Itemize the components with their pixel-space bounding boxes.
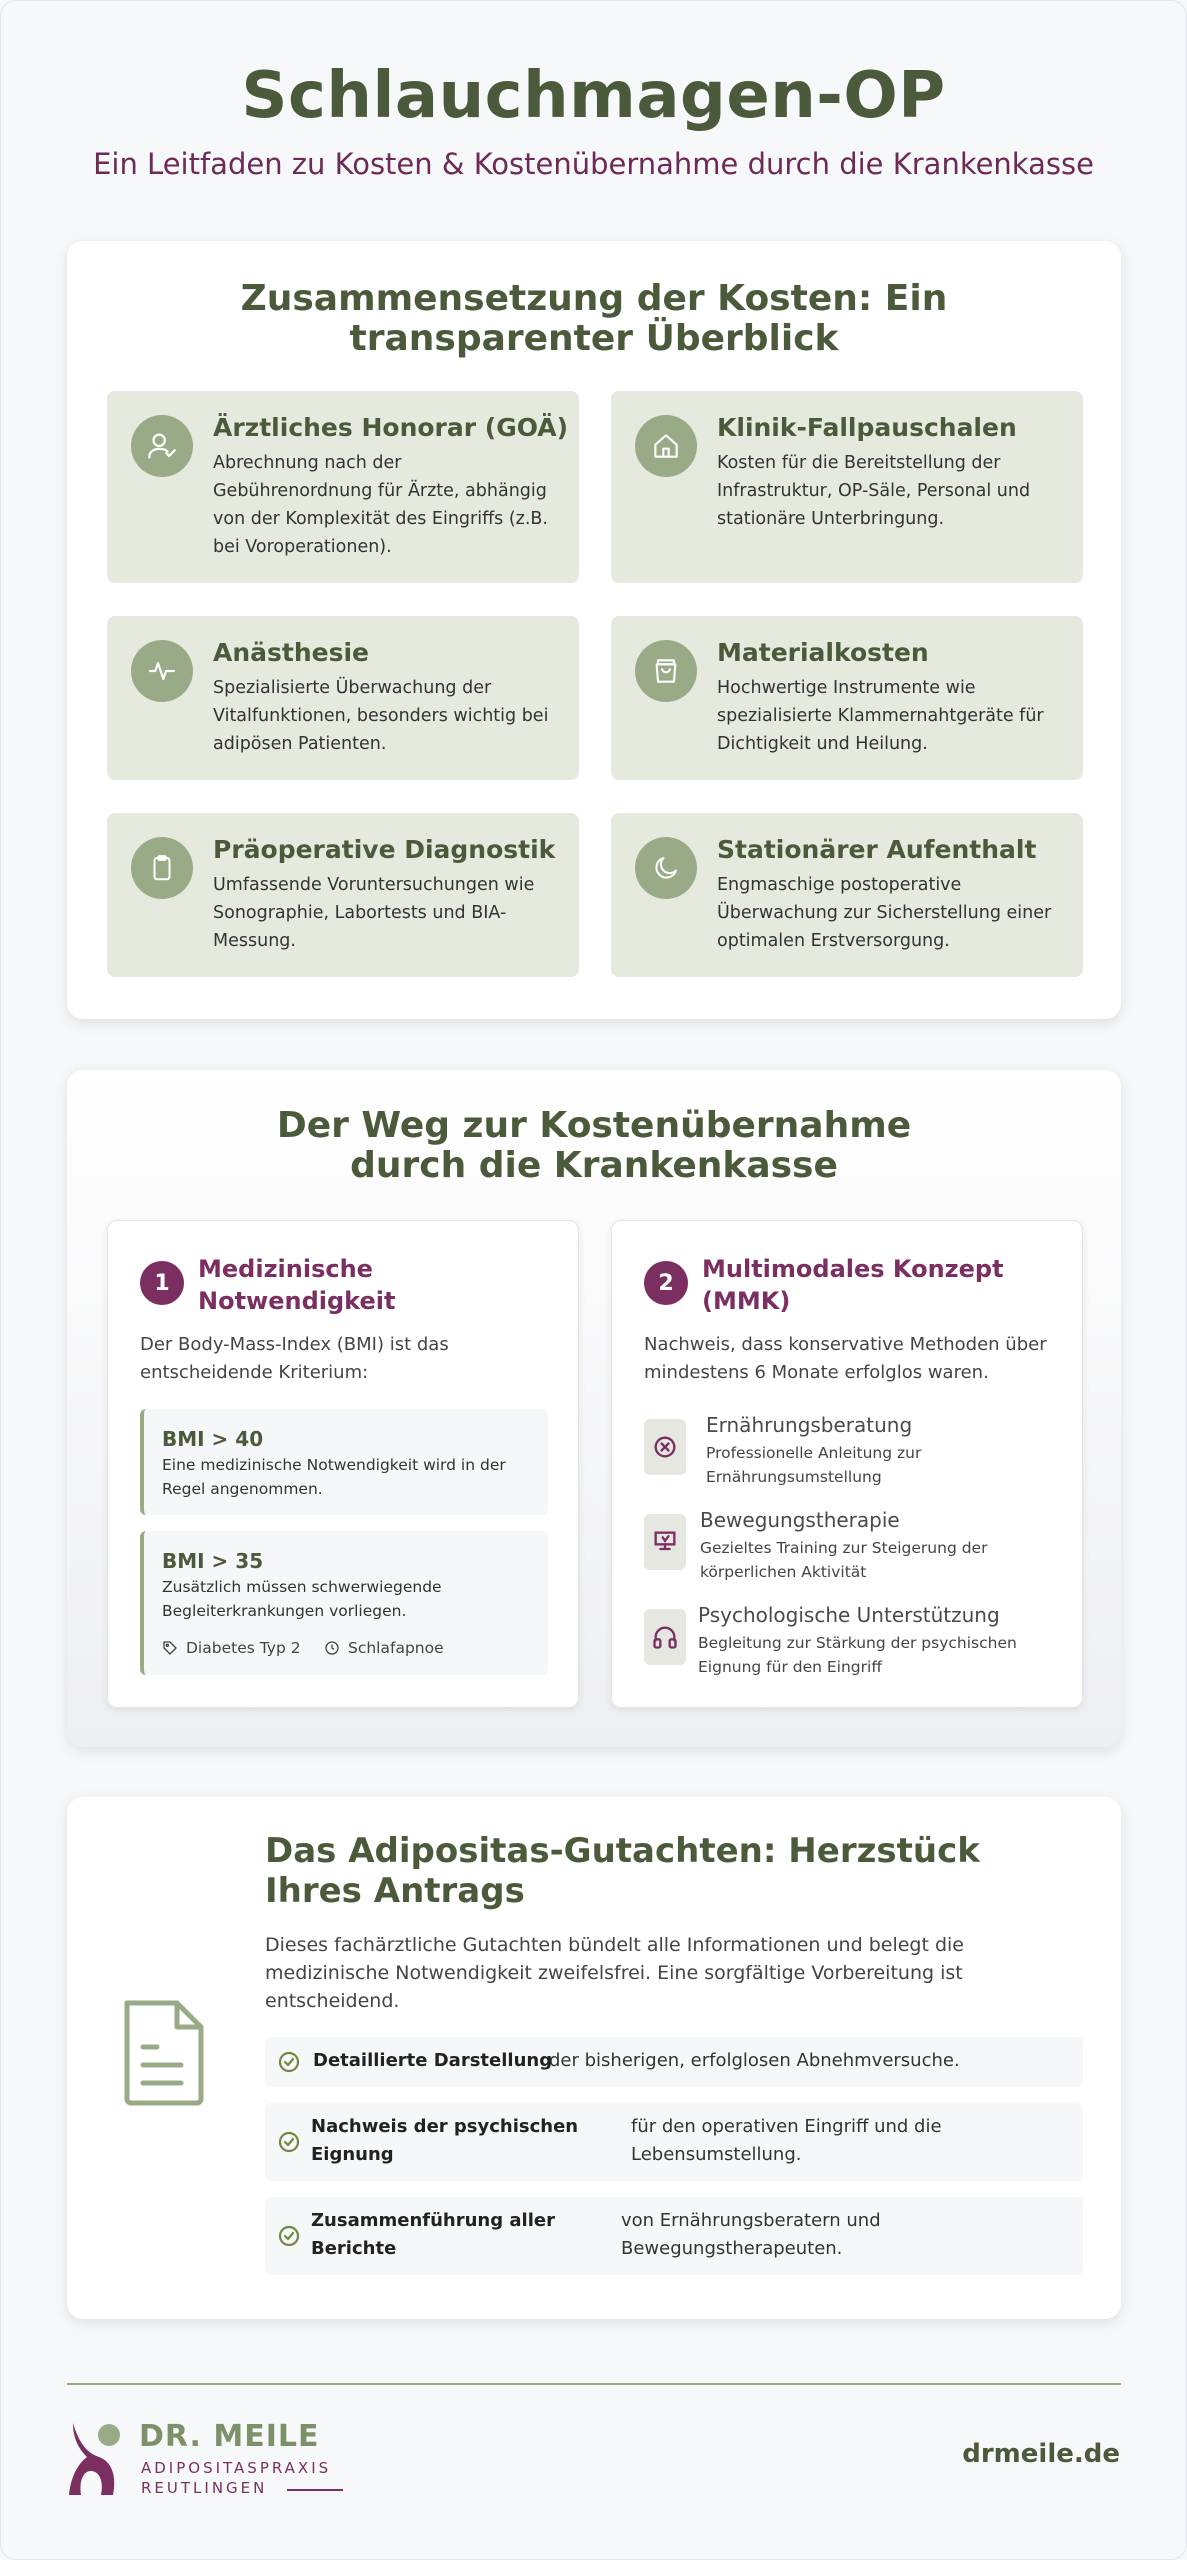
coverage-path-title: Der Weg zur Kostenübernahme durch die Krankenkasse	[276, 1105, 912, 1186]
bmi-desc: Eine medizinische Notwendigkeit wird in der Regel angenommen.	[162, 1456, 506, 1498]
pulse-icon	[131, 640, 193, 702]
footer-divider	[67, 2383, 1121, 2385]
cost-item-material	[611, 616, 1083, 780]
logo-city: REUTLINGEN	[141, 2479, 268, 2497]
tag-label: Diabetes Typ 2	[186, 1639, 301, 1657]
cost-breakdown-title: Zusammensetzung der Kosten: Ein transparenter Überblick	[240, 278, 948, 359]
step-title-line: Medizinische	[198, 1255, 373, 1283]
mmk-item-exercise	[644, 1508, 1062, 1581]
bag-icon	[635, 640, 697, 702]
step-number: 2	[644, 1261, 688, 1305]
step-title	[198, 1253, 395, 1317]
cost-item-aufenthalt	[611, 813, 1083, 977]
mmk-title: Ernährungsberatung	[706, 1413, 913, 1437]
tag-schlafapnoe	[324, 1639, 444, 1657]
mmk-title: Psychologische Unterstützung	[698, 1603, 1000, 1627]
cost-item-desc: Spezialisierte Überwachung der Vitalfunktionen, besonders wichtig bei adipösen Patienten.	[213, 678, 549, 754]
bmi-desc: Zusätzlich müssen schwerwiegende Begleiterkrankungen vorliegen.	[162, 1578, 442, 1620]
step-desc: Der Body-Mass-Index (BMI) ist das entscheidende Kriterium:	[140, 1334, 449, 1383]
cost-item-klinik	[611, 391, 1083, 583]
bmi-title: BMI > 40	[162, 1427, 264, 1451]
bmi-title: BMI > 35	[162, 1549, 264, 1573]
logo-figure-icon	[67, 2417, 133, 2499]
clock-icon	[324, 1640, 340, 1656]
report-card	[67, 1797, 1121, 2319]
document-icon	[119, 1997, 209, 2111]
nutrition-icon	[644, 1419, 686, 1475]
check-bold: Nachweis der psychischen Eignung	[311, 2116, 579, 2165]
cost-breakdown-card	[67, 241, 1121, 1019]
check-text: für den operativen Eingriff und die Lebensumstellung.	[631, 2116, 942, 2165]
cost-item-title: Ärztliches Honorar (GOÄ)	[213, 413, 569, 442]
check-circle-icon	[277, 2130, 301, 2154]
check-item	[265, 2197, 1083, 2275]
cost-item-title: Stationärer Aufenthalt	[717, 835, 1037, 864]
cost-item-desc: Hochwertige Instrumente wie spezialisierte Klammernahtgeräte für Dichtigkeit und Heilung.	[717, 678, 1044, 754]
cost-item-desc: Umfassende Voruntersuchungen wie Sonographie, Labortests und BIA-Messung.	[213, 875, 535, 951]
tag-diabetes	[162, 1639, 301, 1657]
check-circle-icon	[277, 2050, 301, 2074]
check-circle-icon	[277, 2224, 301, 2248]
check-item	[265, 2037, 1083, 2087]
report-title: Das Adipositas-Gutachten: Herzstück Ihres Antrags	[265, 1831, 980, 1911]
bmi-35-box	[140, 1531, 548, 1675]
cost-item-title: Anästhesie	[213, 638, 370, 667]
step-title-line: Notwendigkeit	[198, 1287, 396, 1315]
exercise-icon	[644, 1514, 686, 1570]
mmk-desc: Begleitung zur Stärkung der psychischen Eignung für den Eingriff	[698, 1634, 1017, 1676]
cost-item-anaesthesie	[107, 616, 579, 780]
step-number: 1	[140, 1261, 184, 1305]
bmi-40-box	[140, 1409, 548, 1515]
cost-item-diagnostik	[107, 813, 579, 977]
step-title	[702, 1253, 1004, 1317]
check-text: von Ernährungsberatern und Bewegungstherapeuten.	[621, 2210, 881, 2259]
check-bold: Zusammenführung aller Berichte	[311, 2210, 555, 2259]
website-link[interactable]: drmeile.de	[962, 2439, 1120, 2469]
home-icon	[635, 415, 697, 477]
mmk-item-nutrition	[644, 1413, 1062, 1486]
cost-item-desc: Engmaschige postoperative Überwachung zur Sicherstellung einer optimalen Erstversorgung.	[717, 875, 1052, 951]
mmk-item-psychology	[644, 1603, 1062, 1676]
cost-item-honorar	[107, 391, 579, 583]
mmk-desc: Gezieltes Training zur Steigerung der körperlichen Aktivität	[700, 1539, 988, 1581]
cost-item-title: Klinik-Fallpauschalen	[717, 413, 1017, 442]
cost-item-desc: Kosten für die Bereitstellung der Infrastruktur, OP-Säle, Personal und stationäre Unterbringung.	[717, 453, 1031, 529]
page-header	[1, 1, 1186, 181]
logo-subline: ADIPOSITASPRAXIS	[141, 2459, 332, 2477]
cost-item-title: Präoperative Diagnostik	[213, 835, 556, 864]
moon-icon	[635, 837, 697, 899]
check-item	[265, 2103, 1083, 2181]
doctor-icon	[131, 415, 193, 477]
coverage-path-card	[67, 1070, 1121, 1747]
cost-item-desc: Abrechnung nach der Gebührenordnung für Ärzte, abhängig von der Komplexität des Eingriffs (z.B. bei Voroperationen).	[213, 453, 548, 557]
mmk-title: Bewegungstherapie	[700, 1508, 900, 1532]
headphones-icon	[644, 1609, 686, 1665]
step-mmk	[611, 1220, 1083, 1708]
step-title-line: (MMK)	[702, 1287, 791, 1315]
report-intro: Dieses fachärztliche Gutachten bündelt alle Informationen und belegt die medizinische Notwendigkeit zweifelsfrei. Eine sorgfältige Vorbereitung ist entscheidend.	[265, 1934, 964, 2012]
check-bold: Detaillierte Darstellung	[313, 2050, 553, 2071]
step-medical-necessity	[107, 1220, 579, 1708]
tag-label: Schlafapnoe	[348, 1639, 444, 1657]
page-title: Schlauchmagen-OP	[241, 59, 946, 133]
logo-underline	[287, 2489, 343, 2491]
clipboard-icon	[131, 837, 193, 899]
step-desc: Nachweis, dass konservative Methoden über mindestens 6 Monate erfolglos waren.	[644, 1334, 1047, 1383]
tag-icon	[162, 1640, 178, 1656]
page-subtitle: Ein Leitfaden zu Kosten & Kostenübernahme durch die Krankenkasse	[93, 147, 1094, 181]
logo-name: DR. MEILE	[139, 2419, 320, 2454]
step-title-line: Multimodales Konzept	[702, 1255, 1004, 1283]
check-text: der bisherigen, erfolglosen Abnehmversuche.	[549, 2050, 960, 2071]
cost-item-title: Materialkosten	[717, 638, 929, 667]
mmk-desc: Professionelle Anleitung zur Ernährungsumstellung	[706, 1444, 922, 1486]
